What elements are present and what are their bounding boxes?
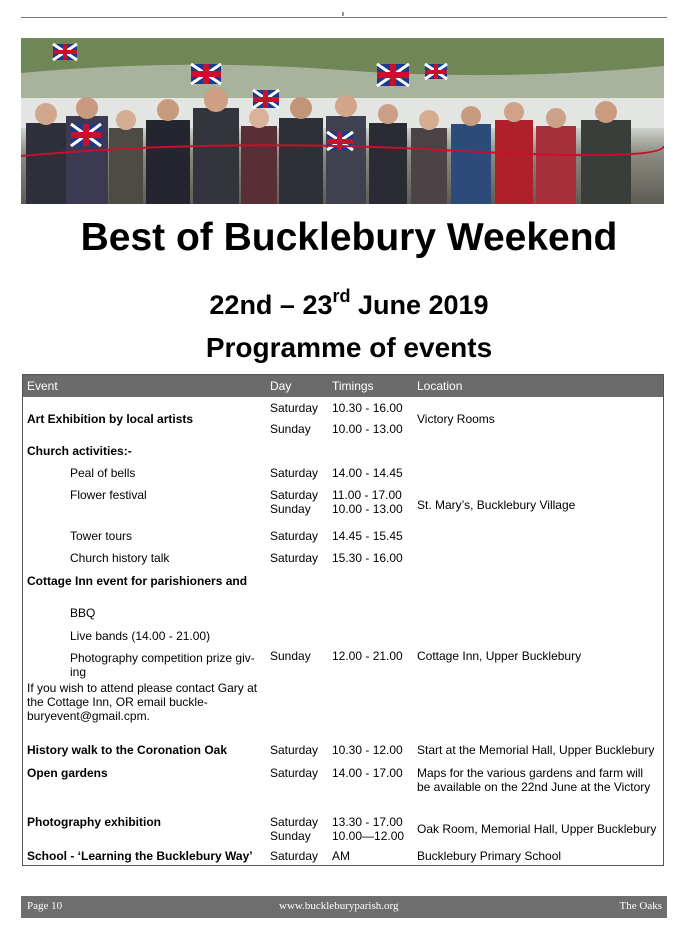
church-history-talk-day: Saturday: [270, 551, 319, 565]
programme-table: [22, 374, 664, 866]
school-day: Saturday: [270, 849, 319, 863]
footer-website: www.buckleburyparish.org: [279, 900, 399, 912]
dates-end: June 2019: [350, 290, 489, 320]
history-location: Start at the Memorial Hall, Upper Bucklebury: [417, 743, 655, 757]
dates-start: 22nd – 23: [209, 290, 333, 320]
church-item-tower: Tower tours: [70, 529, 133, 543]
history-day: Saturday: [270, 743, 319, 757]
art-time-2: 10.00 - 13.00: [332, 422, 403, 436]
event-open-gardens: Open gardens: [27, 766, 108, 780]
church-history-talk-time: 15.30 - 16.00: [332, 551, 403, 565]
cottage-item-bands: Live bands (14.00 - 21.00): [70, 629, 211, 643]
event-school: School - ‘Learning the Bucklebury Way’: [27, 849, 253, 863]
page-title: Best of Bucklebury Weekend: [80, 216, 618, 259]
cottage-day: Sunday: [270, 649, 311, 663]
history-time: 10.30 - 12.00: [332, 743, 403, 757]
art-time-1: 10.30 - 16.00: [332, 401, 403, 415]
church-peal-time: 14.00 - 14.45: [332, 466, 403, 480]
gardens-location-1: Maps for the various gardens and farm will: [417, 766, 644, 780]
church-tower-time: 14.45 - 15.45: [332, 529, 403, 543]
cottage-heading: Cottage Inn event for parishioners and: [27, 574, 248, 588]
church-location: St. Mary’s, Bucklebury Village: [417, 498, 576, 512]
cottage-item-photo-prize: Photography competition prize giv-: [70, 651, 255, 665]
church-tower-day: Saturday: [270, 529, 319, 543]
church-flower-time-1: 11.00 - 17.00: [332, 488, 402, 502]
event-history-walk: History walk to the Coronation Oak: [27, 743, 228, 757]
dates-superscript: rd: [332, 286, 351, 306]
church-item-peal: Peal of bells: [70, 466, 136, 480]
event-photography-exhibition: Photography exhibition: [27, 815, 161, 829]
page-footer: [21, 896, 667, 918]
footer-publication-name: The Oaks: [619, 900, 662, 912]
church-item-history-talk: Church history talk: [70, 551, 170, 565]
event-art-exhibition: Art Exhibition by local artists: [27, 412, 194, 426]
cottage-item-photo-prize-cont: ing: [70, 665, 87, 679]
gardens-day: Saturday: [270, 766, 319, 780]
top-mark: [342, 12, 344, 16]
cottage-location: Cottage Inn, Upper Bucklebury: [417, 649, 582, 663]
programme-heading: Programme of events: [205, 332, 493, 363]
photo-location: Oak Room, Memorial Hall, Upper Bucklebury: [417, 822, 657, 836]
table-header-row: [23, 375, 663, 397]
photo-time-2: 10.00—12.00: [332, 829, 405, 843]
header-day: Day: [270, 379, 292, 393]
school-time: AM: [332, 849, 350, 863]
cottage-item-bbq: BBQ: [70, 606, 96, 620]
cottage-note-2: the Cottage Inn, OR email buckle-: [27, 695, 208, 709]
church-item-flower: Flower festival: [70, 488, 147, 502]
event-dates: [0, 278, 677, 325]
top-rule: [21, 17, 667, 18]
header-event: Event: [27, 379, 58, 393]
photo-day-1: Saturday: [270, 815, 319, 829]
art-location: Victory Rooms: [417, 412, 495, 426]
gardens-location-2: be available on the 22nd June at the Victory: [417, 780, 651, 794]
cottage-note-1: If you wish to attend please contact Gary at: [27, 681, 258, 695]
gardens-time: 14.00 - 17.00: [332, 766, 403, 780]
church-flower-day-2: Sunday: [270, 502, 311, 516]
cottage-note-3: buryevent@gmail.cpm.: [27, 709, 150, 723]
cottage-time: 12.00 - 21.00: [332, 649, 403, 663]
church-flower-day-1: Saturday: [270, 488, 319, 502]
church-flower-time-2: 10.00 - 13.00: [332, 502, 403, 516]
crowd-photo-illustration: [21, 38, 664, 204]
footer-page-number: Page 10: [27, 900, 63, 912]
photo-time-1: 13.30 - 17.00: [332, 815, 403, 829]
school-location: Bucklebury Primary School: [417, 849, 562, 863]
church-heading: Church activities:-: [27, 444, 132, 458]
crowd-photo: [21, 38, 664, 204]
photo-day-2: Sunday: [270, 829, 311, 843]
header-timings: Timings: [332, 379, 374, 393]
art-day-2: Sunday: [270, 422, 311, 436]
church-peal-day: Saturday: [270, 466, 319, 480]
art-day-1: Saturday: [270, 401, 319, 415]
header-location: Location: [417, 379, 463, 393]
